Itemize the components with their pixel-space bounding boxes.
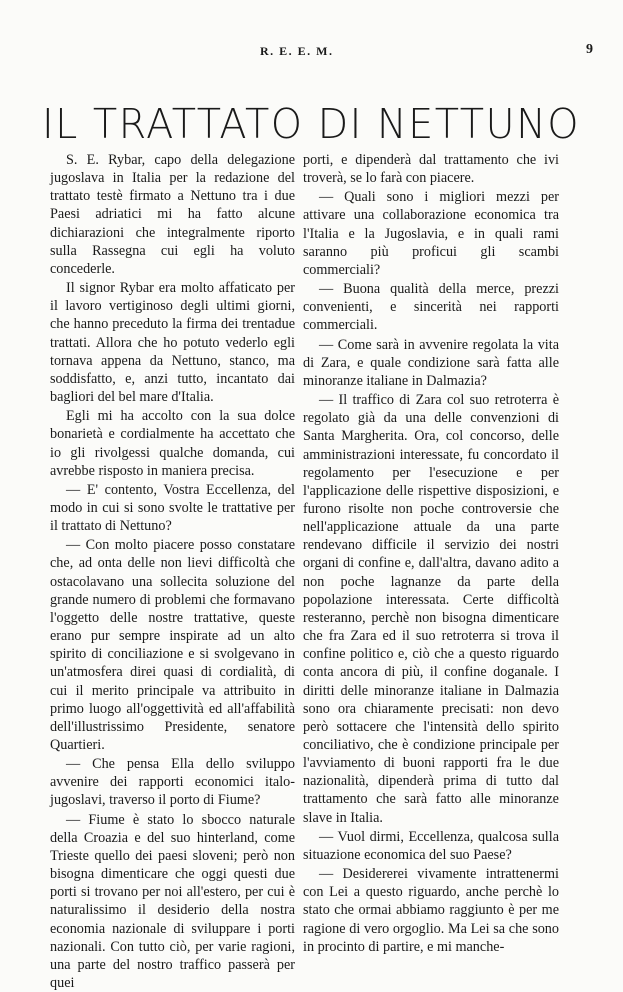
page-number: 9 bbox=[586, 42, 595, 57]
paragraph: — Come sarà in avvenire regolata la vita di Zara, e quale condizione sarà fatta alle minoranze italiane in Dalmazia? bbox=[303, 336, 559, 389]
paragraph: Il signor Rybar era molto affaticato per il lavoro vertiginoso degli ultimi giorni, che hanno preceduto la firma dei trentadue trattati. Allora che ho potuto vederlo egli tornava appena da Nettuno, stanco, ma soddisfatto, e, anzi tutto, incantato dai bagliori del bel mare d'Italia. bbox=[50, 280, 295, 406]
journal-name: R. E. E. M. bbox=[260, 44, 334, 58]
paragraph: — Quali sono i migliori mezzi per attivare una collaborazione economica tra l'Italia e la Jugoslavia, e in quali rami saranno più proficui gli scambi commerciali? bbox=[303, 189, 559, 278]
paragraph: — Buona qualità della merce, prezzi convenienti, e sincerità nei rapporti commerciali. bbox=[303, 281, 559, 334]
article-title: IL TRATTATO DI NETTUNO bbox=[42, 100, 581, 148]
paragraph: — Il traffico di Zara col suo retroterra è regolato già da una delle convenzioni di Santa Margherita. Ora, col concorso, delle amministrazioni interessate, fu concordato il regolamento per l'esecuzione e per l'applicazione delle rispettive disposizioni, e furono risolte non poche controversie che nell'applicazione attuale da una parte rendevano difficile il servizio dei nostri organi di confine e, dall'altra, davano adito a non poche lagnanze da parte della popolazione interessata. Certe difficoltà resteranno, perchè non bisogna dimenticare che fra Zara ed il suo retroterra si trova il confine politico e, ciò che a questo riguardo conta ancora di più, il confine doganale. I diritti delle minoranze italiane in Dalmazia sono ora chiaramente precisati: non devo però sottacere che l'intensità dello spirito conciliativo, che è condizione principale per l'avviamento di buoni rapporti fra le due nazionalità, dipenderà prima di tutto dal trattamento che sarà fatto alle minoranze slave in Italia. bbox=[303, 392, 559, 826]
paragraph: — Vuol dirmi, Eccellenza, qualcosa sulla situazione economica del suo Paese? bbox=[303, 828, 559, 863]
right-column bbox=[303, 151, 559, 956]
left-column bbox=[50, 151, 295, 992]
paragraph: — E' contento, Vostra Eccellenza, del modo in cui si sono svolte le trattative per il trattato di Nettuno? bbox=[50, 481, 295, 535]
paragraph: — Che pensa Ella dello sviluppo avvenire dei rapporti economici italo-jugoslavi, traverso il porto di Fiume? bbox=[50, 756, 295, 809]
paragraph: S. E. Rybar, capo della delegazione jugoslava in Italia per la redazione del trattato testè firmato a Nettuno tra i due Paesi adriatici mi ha fatto alcune dichiarazioni che integralmente riporto sulla Rassegna cui egli ha voluto concederle. bbox=[50, 152, 295, 277]
paragraph: Egli mi ha accolto con la sua dolce bonarietà e cordialmente ha accettato che io gli rivolgessi qualche domanda, cui avrebbe risposto in maniera precisa. bbox=[50, 408, 295, 479]
paragraph: porti, e dipenderà dal trattamento che ivi troverà, se lo farà con piacere. bbox=[303, 152, 559, 187]
paragraph: — Con molto piacere posso constatare che, ad onta delle non lievi difficoltà che ostacolavano una sollecita soluzione del grande numero di problemi che formavano l'oggetto delle nostre trattative, queste erano pur sempre inspirate ad un alto spirito di conciliazione e si svolgevano in un'atmosfera direi quasi di cordialità, di cui il merito principale va attribuito in primo luogo all'oggettività ed all'affabilità dell'illustrissimo Presidente, senatore Quartieri. bbox=[50, 537, 295, 753]
paragraph: — Fiume è stato lo sbocco naturale della Croazia e del suo hinterland, come Trieste quello dei paesi sloveni; però non bisogna dimenticare che oggi questi due porti si trovano per noi all'estero, per cui è naturalissimo il desiderio della nostra economia nazionale di sviluppare i porti nazionali. Con tutto ciò, per varie ragioni, una parte del nostro traffico passerà per quei bbox=[50, 811, 295, 992]
paragraph: — Desidererei vivamente intrattenermi con Lei a questo riguardo, anche perchè lo stato che ormai abbiamo raggiunto è per me ragione di vero orgoglio. Ma Lei sa che sono in procinto di partire, e mi manche- bbox=[303, 866, 559, 955]
